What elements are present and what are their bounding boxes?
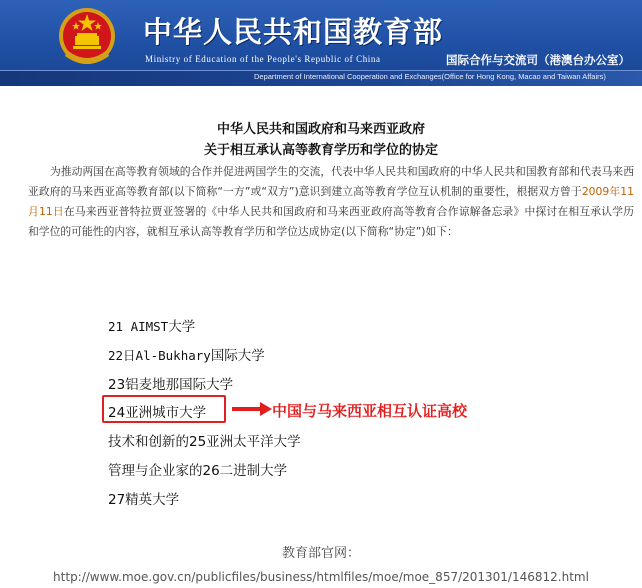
- ministry-name-cn: 中华人民共和国教育部: [143, 15, 444, 49]
- university-prefix: 21 AIMST: [108, 319, 169, 334]
- intro-text-start: 为推动两国在高等教育领域的合作并促进两国学生的交流，代表中华人民共和国政府的中华人民共和国教育部和代表马来西亚政府的马来西亚高等教育部(以下简称“一方”或“双方”)意识到建立高等教育学位互认机制的重要性，根据双方曾于: [28, 165, 634, 198]
- university-item-26: [108, 459, 287, 479]
- university-item-23: [108, 373, 233, 393]
- university-name: 技术和创新的25亚洲太平洋大学: [108, 434, 301, 450]
- department-name-en: Department of International Cooperation and Exchanges(Office for Hong Kong, Macao and Taiwan Affairs): [254, 72, 606, 81]
- source-url: http://www.moe.gov.cn/publicfiles/business/htmlfiles/moe/moe_857/201301/146812.html: [53, 570, 589, 584]
- department-name-cn: 国际合作与交流司（港澳台办公室）: [446, 53, 630, 67]
- university-name: 国际大学: [210, 348, 265, 364]
- intro-paragraph: [28, 162, 634, 242]
- national-emblem-icon: [57, 6, 117, 68]
- university-item-27: [108, 488, 179, 508]
- university-item-25: [108, 430, 301, 450]
- university-item-22: [108, 344, 265, 364]
- university-prefix: 22日Al-Bukhary: [108, 348, 211, 363]
- footer-label: 教育部官网：: [281, 546, 360, 561]
- ministry-name-en: Ministry of Education of the People's Republic of China: [145, 54, 381, 64]
- document-title-line1: 中华人民共和国政府和马来西亚政府: [216, 122, 425, 137]
- ministry-banner: [0, 0, 642, 86]
- arrow-right-icon: [232, 402, 272, 416]
- university-name: 管理与企业家的26二进制大学: [108, 463, 288, 479]
- highlight-box: [102, 395, 226, 423]
- university-name: 23铝麦地那国际大学: [108, 377, 234, 393]
- callout-text: 中国与马来西亚相互认证高校: [272, 402, 468, 420]
- university-name: 大学: [168, 319, 196, 335]
- university-name: 27精英大学: [108, 492, 180, 508]
- university-item-21: [108, 315, 195, 335]
- intro-text-end: 在马来西亚普特拉贾亚签署的《中华人民共和国政府和马来西亚政府高等教育合作谅解备忘录》中探讨在相互承认学历和学位的可能性的内容，就相互承认高等教育学历和学位达成协定(以下简称“协定”)如下：: [28, 205, 634, 238]
- university-name: 24亚洲城市大学: [108, 405, 207, 421]
- intro-date: 2009年11月11日: [28, 185, 635, 218]
- document-title-line2: 关于相互承认高等教育学历和学位的协定: [203, 143, 438, 158]
